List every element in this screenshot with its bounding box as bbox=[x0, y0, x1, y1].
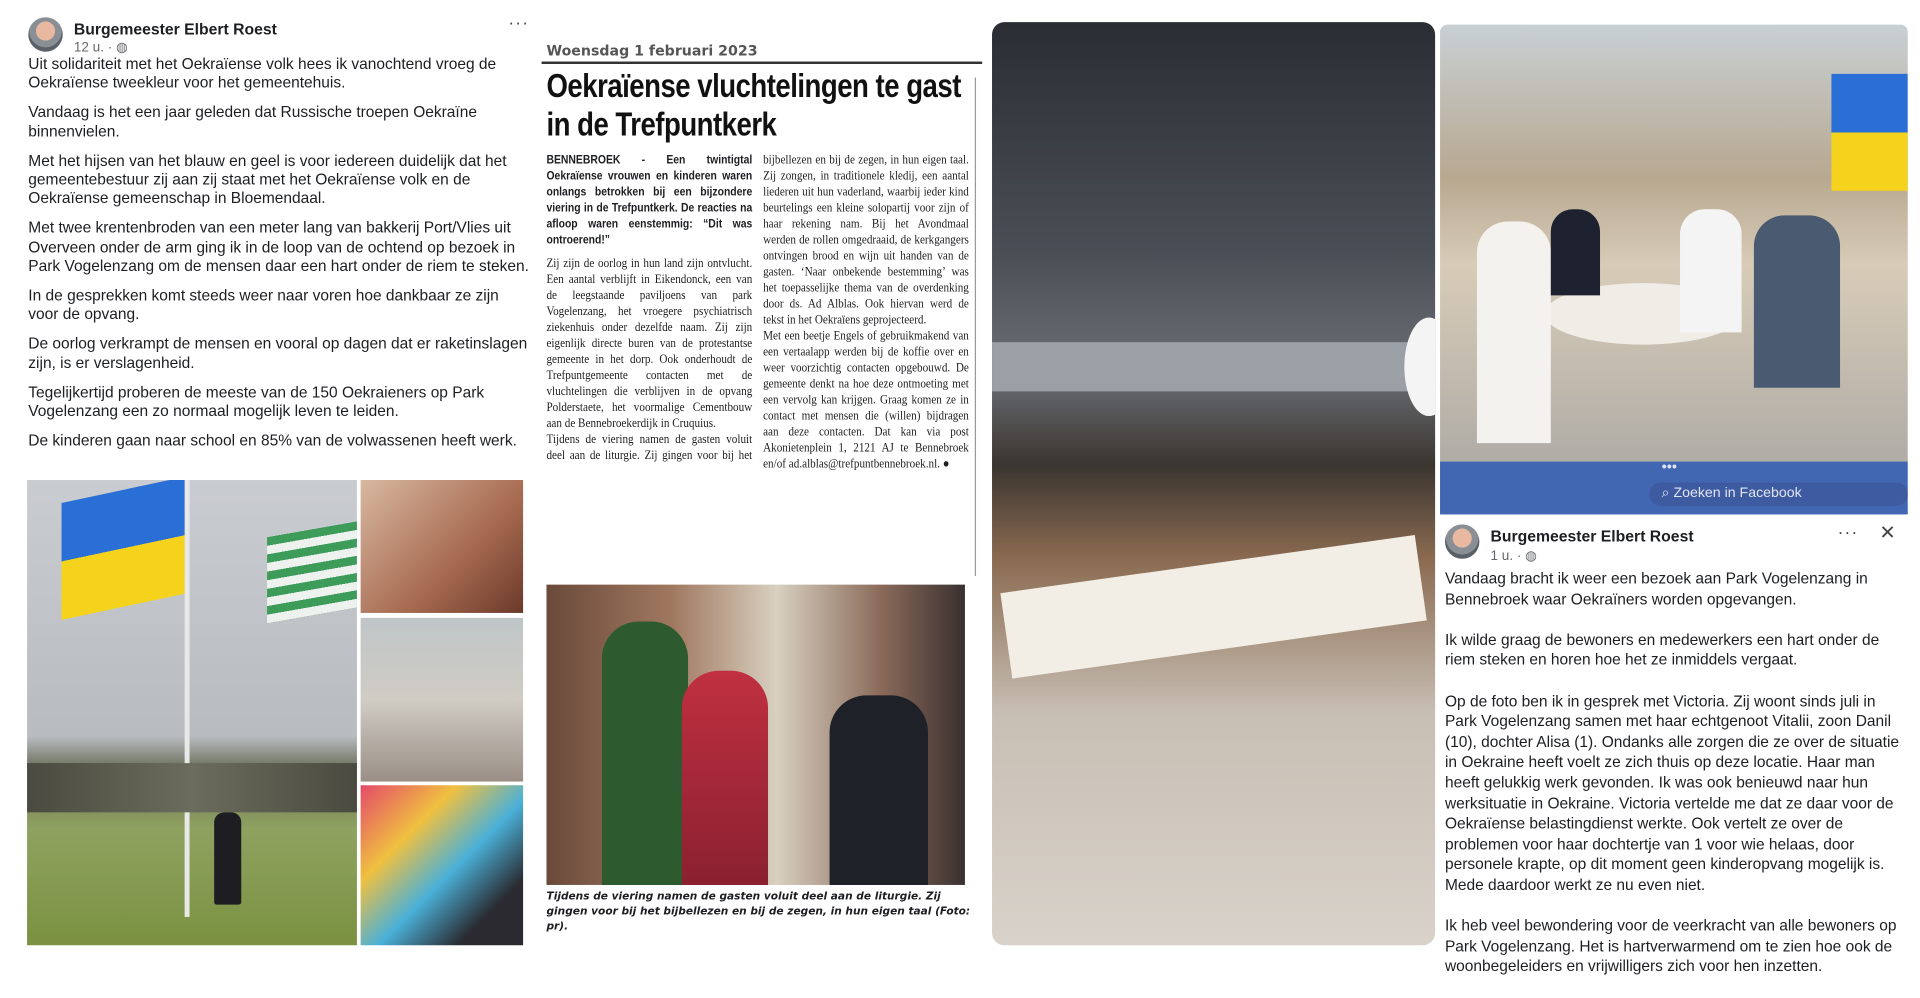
post-body bbox=[28, 55, 529, 462]
newspaper-clipping bbox=[542, 34, 985, 951]
facebook-top-bar bbox=[1440, 457, 1908, 515]
search-placeholder: Zoeken in Facebook bbox=[1673, 486, 1802, 501]
more-options-icon[interactable]: ··· bbox=[508, 12, 530, 33]
person bbox=[1754, 215, 1840, 387]
post-paragraph: Tegelijkertijd proberen de meeste van de 150 Oekraieners op Park Vogelenzang een zo normaal mogelijk leven te leiden. bbox=[28, 383, 485, 420]
dinner-table bbox=[1000, 535, 1426, 679]
church-photo[interactable] bbox=[546, 585, 964, 885]
post-time-text: 12 u. · bbox=[73, 40, 113, 56]
post-time bbox=[1490, 548, 1536, 564]
close-icon[interactable]: ✕ bbox=[1879, 523, 1896, 545]
ukraine-flag bbox=[62, 480, 185, 620]
woman-headscarf bbox=[682, 671, 768, 885]
mural-photo[interactable] bbox=[361, 785, 523, 945]
photo-caption: Tijdens de viering namen de gasten voluit deel aan de liturgie. Zij gingen voor bij het bijbellezen en bij de zegen, in hun eigen taal (Foto: pr). bbox=[546, 891, 971, 933]
person bbox=[214, 812, 241, 904]
search-input[interactable] bbox=[1649, 482, 1907, 505]
article-paragraph: Zij zijn de oorlog in hun land zijn ontvlucht. Een aantal verblijft in Eikendonck, een van de leegstaande paviljoens van park Vogelenzang, het vroegere psychiatrisch ziekenhuis onder dezelfde naam. Zij zijn eigenlijk directe buren van de protestantse gemeente in het dorp. Ook onderhoudt de Trefpuntgemeente contacten met de vluchtelingen die verblijven in de opvang Polderstaete, het voormalige Cementbouw aan de Bennebroekerdijk in Cruquius. bbox=[546, 257, 753, 431]
post-paragraph: Vandaag is het een jaar geleden dat Russische troepen Oekraïne binnenvielen. bbox=[28, 103, 477, 140]
post-paragraph: De kinderen gaan naar school en 85% van de volwassenen heeft werk. bbox=[28, 432, 517, 450]
right-facebook-post bbox=[1440, 514, 1908, 976]
post-paragraph: Uit solidariteit met het Oekraïense volk hees ik vanochtend vroeg de Oekraïense tweekleur voor het gemeentehuis. bbox=[28, 55, 497, 92]
post-paragraph: De oorlog verkrampt de mensen en vooral op dagen dat er raketinslagen zijn, is er verslagenheid. bbox=[28, 335, 528, 372]
municipal-flag bbox=[267, 521, 357, 623]
newspaper-date: Woensdag 1 februari 2023 bbox=[546, 41, 758, 60]
post-paragraph: Met het hijsen van het blauw en geel is voor iedereen duidelijk dat het gemeentebestuur zij aan zij staat met het Oekraïense volk en de Oekraïense gemeenschap in Bloemendaal. bbox=[28, 152, 507, 208]
avatar[interactable] bbox=[1445, 524, 1479, 558]
post-author[interactable]: Burgemeester Elbert Roest bbox=[1490, 526, 1694, 546]
person bbox=[1680, 209, 1742, 332]
meeting-photo[interactable] bbox=[1440, 25, 1908, 462]
girl bbox=[830, 695, 928, 885]
flag-photo[interactable] bbox=[27, 480, 357, 945]
article-lead: BENNEBROEK - Een twintigtal Oekraïense vrouwen en kinderen waren onlangs betrokken bij een bijzondere viering in de Trefpuntkerk. De reacties na afloop waren eenstemmig: “Dit was ontroerend!” bbox=[546, 153, 753, 248]
more-icon[interactable]: ••• bbox=[1661, 457, 1678, 476]
post-paragraph: In de gesprekken komt steeds weer naar voren hoe dankbaar ze zijn voor de opvang. bbox=[28, 286, 499, 323]
post-paragraph: Op de foto ben ik in gesprek met Victoria. Zij woont sinds juli in Park Vogelenzang samen met haar echtgenoot Vitalii, zoon Danil (10), dochter Alisa (1). Ondanks alle zorgen die ze over de situatie in Oekraine heeft voelt ze zich thuis op deze locatie. Haar man heeft gelukkig werk gevonden. Ik was ook benieuwd naar hun werksituatie in Oekraine. Victoria vertelde me dat ze daar voor de Oekraïense belastingdienst werkte. Ook vertelt ze over de problemen voor haar dochtertje van 1 voor wie helaas, door personele krapte, op dit moment geen kinderopvang mogelijk is. Mede daardoor werkt ze nu even niet. bbox=[1444, 692, 1900, 894]
hall-photo[interactable] bbox=[361, 618, 523, 782]
person bbox=[1477, 222, 1551, 444]
post-paragraph: Ik wilde graag de bewoners en medewerkers een hart onder de riem steken en horen hoe het ze inmiddels vergaat. bbox=[1444, 631, 1880, 669]
post-body bbox=[1445, 569, 1903, 998]
more-options-icon[interactable]: ··· bbox=[1837, 521, 1859, 542]
post-time-text: 1 u. · bbox=[1490, 548, 1522, 564]
article-paragraph: Met een beetje Engels of gebruikmakend van een vertaalapp werden bij de koffie over en weer voorzichtig contacten opgebouwd. De gemeente denkt na hoe deze ontmoeting met een vervolg kan krijgen. Graag komen ze in contact met mensen die (willen) bijdragen aan deze contacten. Dat kan via post Akonietenplein 1, 2121 AJ te Bennebroek en/of ad.alblas@trefpuntbennebroek.nl. ● bbox=[763, 329, 969, 472]
priest bbox=[602, 622, 688, 885]
dinner-party-photo[interactable] bbox=[992, 22, 1435, 945]
post-paragraph: Met twee krentenbroden van een meter lang van bakkerij Port/Vlies uit Overveen onder de arm ging ik in de loop van de ochtend op bezoek in Park Vogelenzang om de mensen daar een hart onder de riem te steken. bbox=[28, 219, 529, 275]
article-paragraph: Tijdens de viering namen de gasten voluit deel aan de liturgie. Zij gingen voor bij het bijbellezen en bij de zegen, in hun eigen taal. Zij zongen, in traditionele kledij, een aantal liederen uit hun vaderland, waarbij ieder kind beurtelings een kleine solopartij voor zijn of haar rekening nam. Bij het Avondmaal werden de rollen omgedraaid, de kerkgangers ontvingen brood en wijn uit handen van de gasten. ‘Naar onbekende bestemming’ was het toepasselijke thema van de overdenking door ds. Ad Alblas. Ook hiervan werd de tekst in het Oekraïens geprojecteerd. bbox=[546, 153, 969, 463]
person bbox=[1551, 209, 1600, 295]
search-icon: ⌕ bbox=[1661, 486, 1670, 501]
post-paragraph: Ik heb veel bewondering voor de veerkracht van alle bewoners op Park Vogelenzang. Het is hartverwarmend om te zien hoe ook de woonbegeleiders en vrijwilligers zich voor hen inzetten. bbox=[1444, 917, 1897, 976]
post-paragraph: Vandaag bracht ik weer een bezoek aan Park Vogelenzang in Bennebroek waar Oekraïners worden opgevangen. bbox=[1444, 569, 1868, 608]
ukraine-flag bbox=[1831, 74, 1907, 191]
globe-icon: ◍ bbox=[116, 40, 128, 56]
post-time bbox=[74, 39, 128, 55]
avatar[interactable] bbox=[28, 17, 62, 51]
post-author[interactable]: Burgemeester Elbert Roest bbox=[73, 19, 277, 39]
newspaper-headline: Oekraïense vluchtelingen te gast in de Trefpuntkerk bbox=[546, 67, 961, 143]
left-facebook-post bbox=[18, 12, 529, 947]
article-body bbox=[546, 153, 968, 578]
bread-photo[interactable] bbox=[361, 480, 523, 613]
clock bbox=[1404, 318, 1435, 416]
globe-icon: ◍ bbox=[1525, 548, 1537, 564]
